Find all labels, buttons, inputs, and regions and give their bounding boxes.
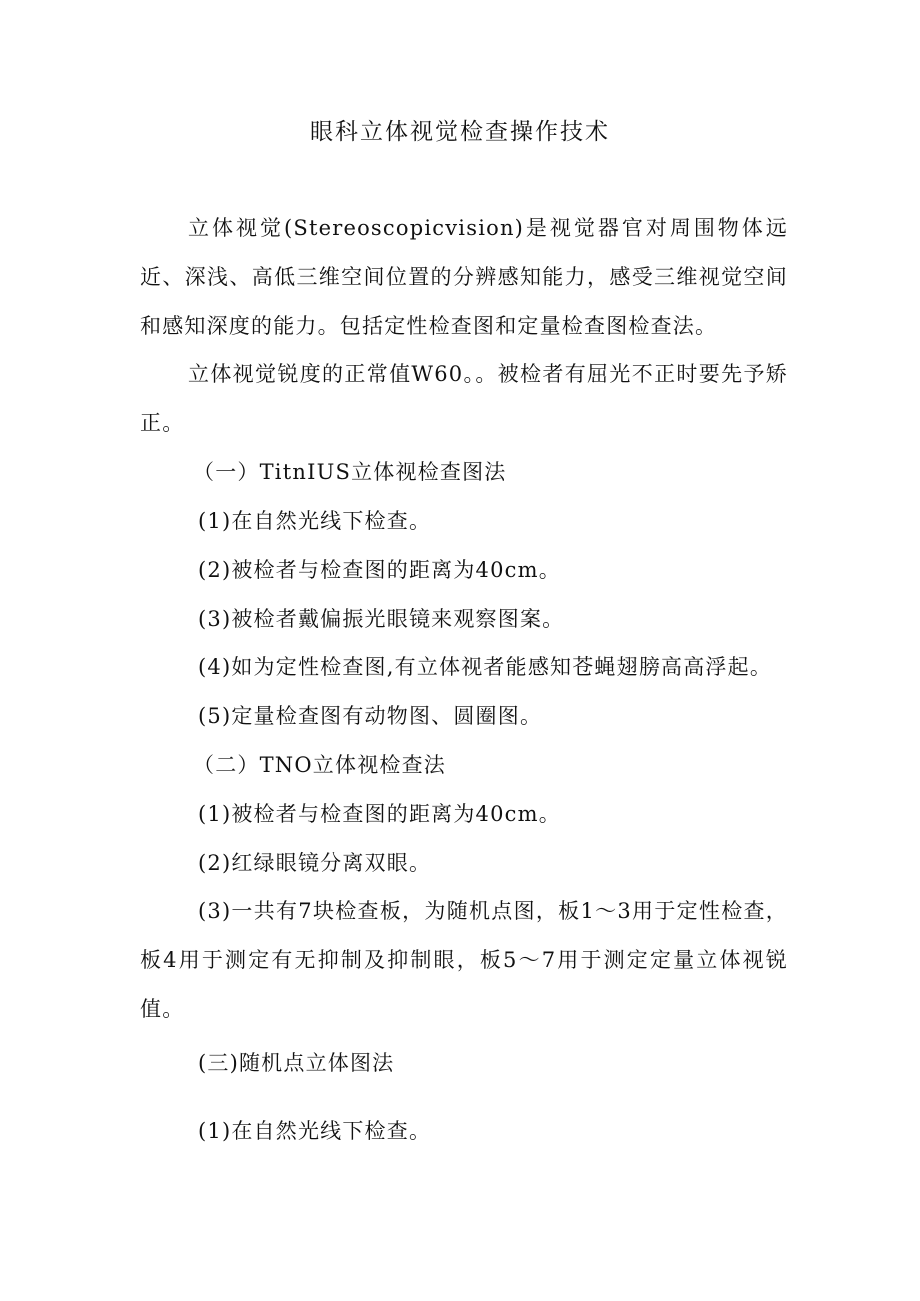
list-item: (2)红绿眼镜分离双眼。 xyxy=(198,851,432,875)
list-item: (4)如为定性检查图,有立体视者能感知苍蝇翅膀高高浮起。 xyxy=(198,655,773,679)
list-item: (2)被检者与检查图的距离为40cm。 xyxy=(198,558,561,582)
list-item: (1)在自然光线下检查。 xyxy=(198,509,432,533)
list-item: (1)被检者与检查图的距离为40cm。 xyxy=(198,802,561,826)
section3-heading: (三)随机点立体图法 xyxy=(198,1051,395,1075)
intro-paragraph: 立体视觉(Stereoscopicvision)是视觉器官对周围物体远近、深浅、高低三维空间位置的分辨感知能力，感受三维视觉空间和感知深度的能力。包括定性检查图和定量检查图检查法。 xyxy=(140,216,788,338)
section1-heading: （一）TitnIUS立体视检查图法 xyxy=(193,460,507,484)
section2-heading: （二）TNO立体视检查法 xyxy=(193,753,446,777)
section2-item3-paragraph: (3)一共有7块检查板，为随机点图，板1〜3用于定性检查，板4用于测定有无抑制及抑制眼，板5〜7用于测定定量立体视锐值。 xyxy=(140,899,788,1021)
list-item: (1)在自然光线下检查。 xyxy=(198,1119,432,1143)
acuity-paragraph: 立体视觉锐度的正常值W60。。被检者有屈光不正时要先予矫正。 xyxy=(140,362,788,435)
document-title: 眼科立体视觉检查操作技术 xyxy=(310,119,610,145)
list-item: (5)定量检查图有动物图、圆圈图。 xyxy=(198,704,543,728)
list-item: (3)被检者戴偏振光眼镜来观察图案。 xyxy=(198,607,565,631)
